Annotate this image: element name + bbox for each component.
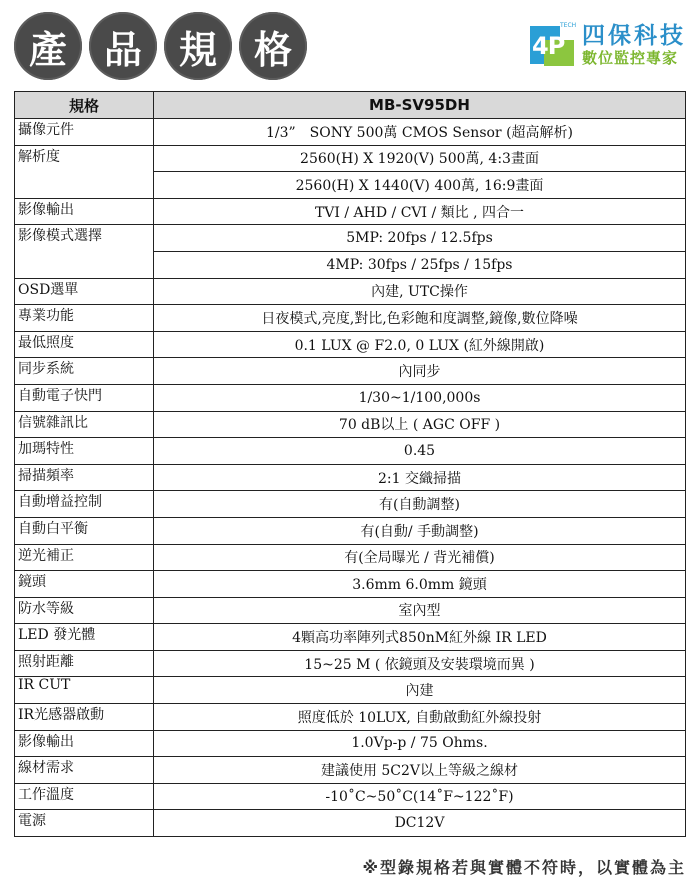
brand-logo — [530, 22, 577, 68]
table-row — [15, 198, 686, 225]
spec-value: 有(自動/ 手動調整) — [154, 517, 686, 544]
spec-label: 鏡頭 — [15, 571, 154, 598]
table-row — [15, 278, 686, 305]
table-row — [15, 438, 686, 465]
spec-value: 4顆高功率陣列式850nM紅外線 IR LED — [154, 624, 686, 651]
spec-label: 防水等級 — [15, 597, 154, 624]
spec-label: 專業功能 — [15, 305, 154, 332]
table-row — [15, 597, 686, 624]
table-row — [15, 331, 686, 358]
table-row — [15, 384, 686, 411]
header-model-cell: MB-SV95DH — [154, 92, 686, 119]
table-row — [15, 624, 686, 651]
spec-value: 內建, UTC操作 — [154, 278, 686, 305]
spec-value: 有(全局曝光 / 背光補償) — [154, 544, 686, 571]
table-row — [15, 411, 686, 438]
title-char: 規 — [164, 12, 232, 80]
spec-label: 影像輸出 — [15, 198, 154, 225]
table-row — [15, 145, 686, 172]
spec-value: 0.45 — [154, 438, 686, 465]
spec-value: -10˚C~50˚C(14˚F~122˚F) — [154, 783, 686, 810]
table-row — [15, 358, 686, 385]
spec-label: IR CUT — [15, 677, 154, 704]
table-row — [15, 650, 686, 677]
logo-text: 4P — [532, 32, 565, 60]
spec-value: 70 dB以上 ( AGC OFF ) — [154, 411, 686, 438]
spec-label: 工作溫度 — [15, 783, 154, 810]
table-row — [15, 225, 686, 252]
spec-label: 自動白平衡 — [15, 517, 154, 544]
spec-label: 線材需求 — [15, 757, 154, 784]
table-row — [15, 517, 686, 544]
spec-label: IR光感器啟動 — [15, 704, 154, 731]
spec-value: 日夜模式,亮度,對比,色彩飽和度調整,鏡像,數位降噪 — [154, 305, 686, 332]
spec-value: 室內型 — [154, 597, 686, 624]
page-title — [14, 12, 307, 80]
spec-value: 5MP: 20fps / 12.5fps — [154, 225, 686, 252]
spec-value: 3.6mm 6.0mm 鏡頭 — [154, 571, 686, 598]
table-row — [15, 464, 686, 491]
table-row — [15, 730, 686, 757]
header-label-cell: 規格 — [15, 92, 154, 119]
spec-label: 攝像元件 — [15, 119, 154, 146]
title-char: 品 — [89, 12, 157, 80]
spec-label: LED 發光體 — [15, 624, 154, 651]
spec-value: 1.0Vp-p / 75 Ohms. — [154, 730, 686, 757]
spec-value: 1/30~1/100,000s — [154, 384, 686, 411]
spec-table — [14, 91, 686, 837]
spec-value: DC12V — [154, 810, 686, 837]
title-char: 產 — [14, 12, 82, 80]
table-row — [15, 119, 686, 146]
spec-value: 4MP: 30fps / 25fps / 15fps — [154, 251, 686, 278]
table-row — [15, 571, 686, 598]
table-header-row — [15, 92, 686, 119]
spec-label: 電源 — [15, 810, 154, 837]
spec-value: 15~25 M ( 依鏡頭及安裝環境而異 ) — [154, 650, 686, 677]
spec-value: 2560(H) X 1440(V) 400萬, 16:9畫面 — [154, 172, 686, 199]
table-row — [15, 810, 686, 837]
table-row — [15, 704, 686, 731]
spec-label: 解析度 — [15, 145, 154, 198]
spec-label: 最低照度 — [15, 331, 154, 358]
footnote: ※型錄規格若與實體不符時，以實體為主 — [362, 858, 686, 877]
spec-label: OSD選單 — [15, 278, 154, 305]
page-header — [0, 0, 700, 90]
spec-label: 信號雜訊比 — [15, 411, 154, 438]
spec-value: 內同步 — [154, 358, 686, 385]
table-row — [15, 544, 686, 571]
table-row — [15, 305, 686, 332]
table-row — [15, 757, 686, 784]
spec-label: 自動電子快門 — [15, 384, 154, 411]
spec-value: 建議使用 5C2V以上等級之線材 — [154, 757, 686, 784]
table-row — [15, 783, 686, 810]
brand — [530, 22, 686, 68]
spec-value: 內建 — [154, 677, 686, 704]
spec-value: 1/3” SONY 500萬 CMOS Sensor (超高解析) — [154, 119, 686, 146]
table-row — [15, 491, 686, 518]
spec-label: 照射距離 — [15, 650, 154, 677]
spec-value: TVI / AHD / CVI / 類比 , 四合一 — [154, 198, 686, 225]
spec-label: 同步系統 — [15, 358, 154, 385]
spec-value: 0.1 LUX @ F2.0, 0 LUX (紅外線開啟) — [154, 331, 686, 358]
spec-label: 逆光補正 — [15, 544, 154, 571]
spec-value: 2:1 交織掃描 — [154, 464, 686, 491]
spec-label: 影像輸出 — [15, 730, 154, 757]
brand-name: 四保科技 — [582, 23, 686, 49]
spec-value: 照度低於 10LUX, 自動啟動紅外線投射 — [154, 704, 686, 731]
spec-label: 自動增益控制 — [15, 491, 154, 518]
spec-label: 掃描頻率 — [15, 464, 154, 491]
spec-label: 影像模式選擇 — [15, 225, 154, 278]
table-row — [15, 677, 686, 704]
spec-label: 加瑪特性 — [15, 438, 154, 465]
spec-value: 2560(H) X 1920(V) 500萬, 4:3畫面 — [154, 145, 686, 172]
logo-small-text: TECH — [560, 22, 577, 29]
brand-tagline: 數位監控專家 — [582, 49, 679, 67]
title-char: 格 — [239, 12, 307, 80]
spec-value: 有(自動調整) — [154, 491, 686, 518]
